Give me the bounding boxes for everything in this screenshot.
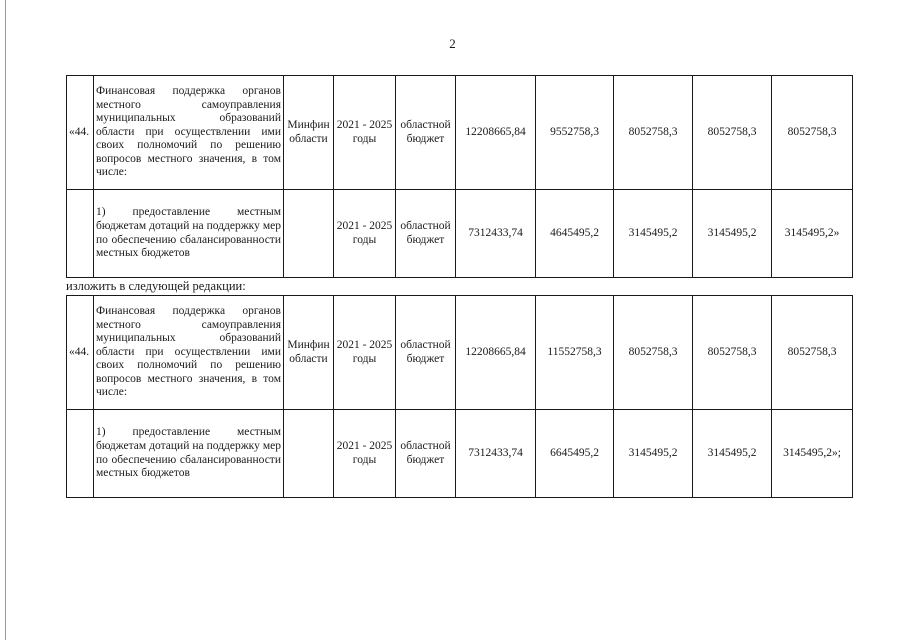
executor: Минфин области: [284, 296, 334, 410]
row-number: «44.: [67, 76, 94, 190]
funding-source: областной бюджет: [396, 76, 456, 190]
table-new-version: [66, 295, 853, 498]
value-year: 8052758,3: [693, 76, 772, 190]
executor: Минфин области: [284, 76, 334, 190]
table-row: [67, 76, 853, 190]
period: 2021 - 2025 годы: [334, 190, 396, 278]
row-number: [67, 410, 94, 498]
value-year: 8052758,3: [614, 76, 693, 190]
funding-source: областной бюджет: [396, 296, 456, 410]
value-year: 3145495,2: [693, 190, 772, 278]
period: 2021 - 2025 годы: [334, 76, 396, 190]
value-year: 9552758,3: [536, 76, 614, 190]
executor: [284, 190, 334, 278]
value-year: 3145495,2»: [772, 190, 853, 278]
value-total: 12208665,84: [456, 76, 536, 190]
instruction-text: изложить в следующей редакции:: [66, 279, 246, 293]
value-total: 7312433,74: [456, 190, 536, 278]
table-row: [67, 296, 853, 410]
funding-source: областной бюджет: [396, 190, 456, 278]
value-year: 8052758,3: [772, 296, 853, 410]
value-year: 8052758,3: [772, 76, 853, 190]
funding-source: областной бюджет: [396, 410, 456, 498]
period: 2021 - 2025 годы: [334, 410, 396, 498]
value-total: 12208665,84: [456, 296, 536, 410]
row-number: «44.: [67, 296, 94, 410]
period: 2021 - 2025 годы: [334, 296, 396, 410]
measure-name: 1) предоставление местным бюджетам дотаций на поддержку мер по обеспечению сбалансированности местных бюджетов: [94, 410, 284, 498]
value-year: 6645495,2: [536, 410, 614, 498]
value-year: 8052758,3: [614, 296, 693, 410]
executor: [284, 410, 334, 498]
value-year: 11552758,3: [536, 296, 614, 410]
value-year: 3145495,2: [614, 410, 693, 498]
value-year: 3145495,2: [693, 410, 772, 498]
value-total: 7312433,74: [456, 410, 536, 498]
table-row: [67, 190, 853, 278]
value-year: 3145495,2: [614, 190, 693, 278]
value-year: 4645495,2: [536, 190, 614, 278]
measure-name: Финансовая поддержка органов местного самоуправления муниципальных образований области при осуществлении ими своих полномочий по решению вопросов местного значения, в том числе:: [94, 296, 284, 410]
value-year: 8052758,3: [693, 296, 772, 410]
page-number: 2: [449, 36, 456, 51]
row-number: [67, 190, 94, 278]
value-year: 3145495,2»;: [772, 410, 853, 498]
measure-name: 1) предоставление местным бюджетам дотаций на поддержку мер по обеспечению сбалансированности местных бюджетов: [94, 190, 284, 278]
scan-edge-line: [5, 0, 6, 640]
measure-name: Финансовая поддержка органов местного самоуправления муниципальных образований области при осуществлении ими своих полномочий по решению вопросов местного значения, в том числе:: [94, 76, 284, 190]
table-row: [67, 410, 853, 498]
table-old-version: [66, 75, 853, 278]
